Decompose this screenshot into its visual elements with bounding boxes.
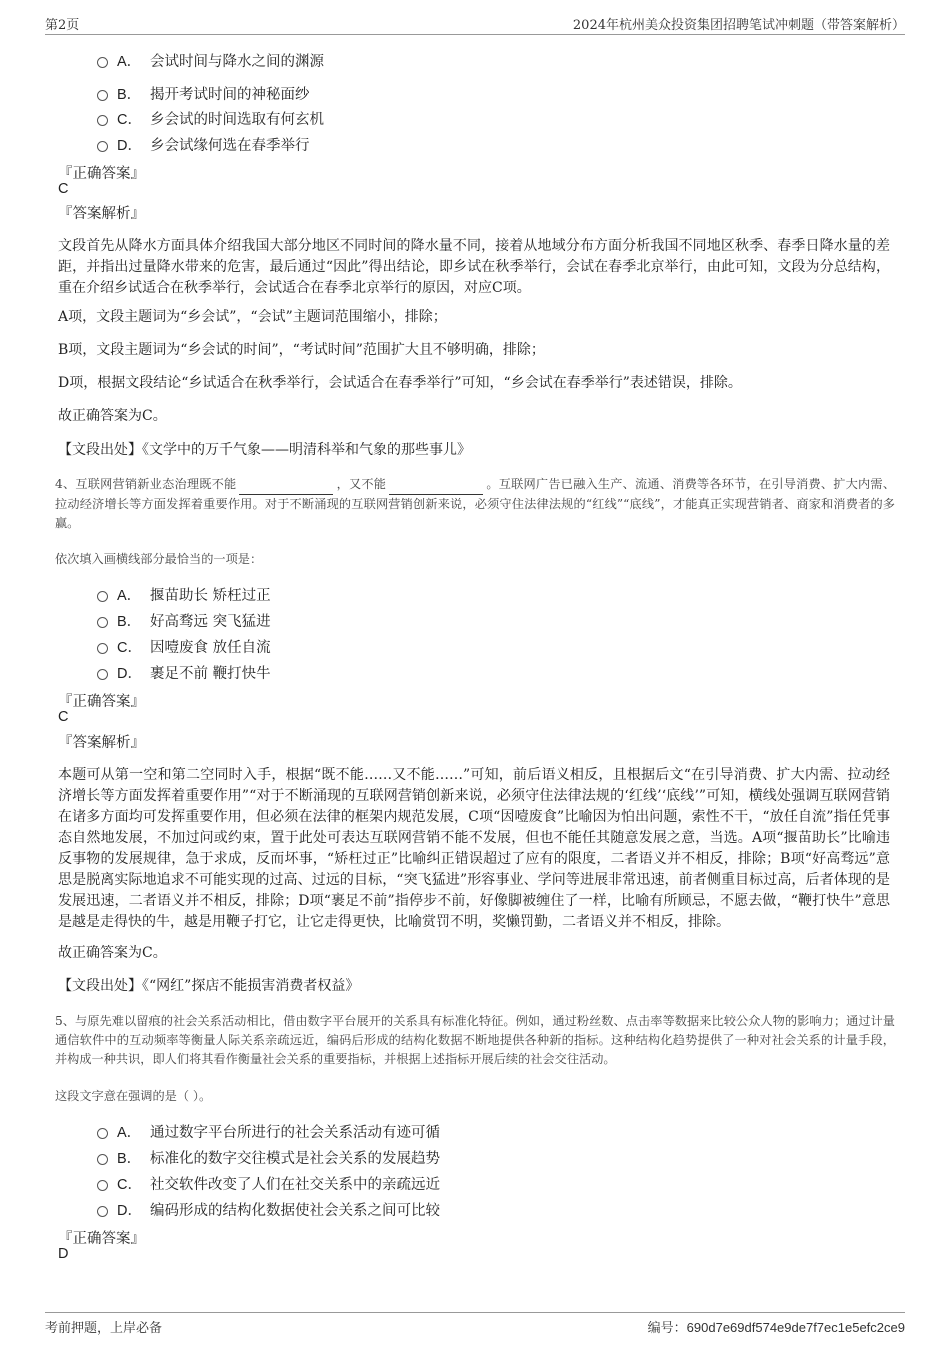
q4-analysis-label: 『答案解析』 [58, 735, 145, 751]
page-header [45, 14, 905, 35]
q3-answer-label: 『正确答案』 [58, 166, 145, 182]
q5-answer: D [58, 1246, 69, 1262]
blank-line [389, 475, 483, 495]
q4-option-d[interactable]: D． 裹足不前 鞭打快牛 [97, 662, 271, 683]
q4-source: 【文段出处】《“网红”探店不能损害消费者权益》 [58, 978, 360, 994]
q3-note-d: D项，根据文段结论“乡试适合在秋季举行，会试适合在春季举行”可知，“乡会试在春季举行”表述错误，排除。 [58, 375, 742, 391]
radio-icon[interactable] [97, 1206, 108, 1217]
q3-conclusion: 故正确答案为C。 [58, 408, 167, 424]
footer-slogan: 考前押题，上岸必备 [45, 1321, 163, 1336]
radio-icon[interactable] [97, 591, 108, 602]
q3-note-b: B项，文段主题词为“乡会试的时间”，“考试时间”范围扩大且不够明确，排除； [58, 342, 545, 358]
document-code: 编号：690d7e69df574e9de7f7ec1e5efc2ce9 [647, 1320, 905, 1336]
radio-icon[interactable] [97, 90, 108, 101]
q4-option-b[interactable]: B． 好高骛远 突飞猛进 [97, 610, 271, 631]
q5-option-a[interactable]: A． 通过数字平台所进行的社会关系活动有迹可循 [97, 1121, 440, 1142]
radio-icon[interactable] [97, 617, 108, 628]
q4-option-c[interactable]: C． 因噎废食 放任自流 [97, 636, 271, 657]
q5-answer-label: 『正确答案』 [58, 1231, 145, 1247]
q4-option-a[interactable]: A． 揠苗助长 矫枉过正 [97, 584, 271, 605]
q5-stem: 5、与原先难以留痕的社会关系活动相比，借由数字平台展开的关系具有标准化特征。例如，通过粉丝数、点击率等数据来比较公众人物的影响力；通过计量通信软件中的互动频率等衡量人际关系亲疏远近，编码后形成的结构化数据不断地提供各种新的指标。这种结构化趋势提供了一种对社会关系的计量手段，并构成一种共识，即人们将其看作衡量社会关系的重要指标，并根据上述指标开展后续的社会交往活动。 [55, 1014, 895, 1066]
q3-option-a[interactable]: A． 会试时间与降水之间的渊源 [97, 50, 324, 71]
radio-icon[interactable] [97, 1128, 108, 1139]
q3-option-d[interactable]: D． 乡会试缘何选在春季举行 [97, 134, 310, 155]
radio-icon[interactable] [97, 141, 108, 152]
q3-option-b[interactable]: B． 揭开考试时间的神秘面纱 [97, 83, 310, 104]
q3-source: 【文段出处】《文学中的万千气象——明清科举和气象的那些事儿》 [58, 442, 471, 458]
q3-answer: C [58, 181, 69, 197]
q5-prompt: 这段文字意在强调的是（ ）。 [55, 1089, 212, 1103]
radio-icon[interactable] [97, 1154, 108, 1165]
q4-answer: C [58, 709, 69, 725]
q3-analysis: 文段首先从降水方面具体介绍我国大部分地区不同时间的降水量不同，接着从地域分布方面分析我国不同地区秋季、春季日降水量的差距，并指出过量降水带来的危害，最后通过“因此”得出结论，即乡试在秋季举行，会试在春季北京举行，由此可知，文段为分总结构，重在介绍乡试适合在秋季举行，会试适合在春季北京举行的原因，对应C项。 [58, 238, 890, 296]
radio-icon[interactable] [97, 57, 108, 68]
radio-icon[interactable] [97, 669, 108, 680]
q3-note-a: A项，文段主题词为“乡会试”，“会试”主题词范围缩小，排除； [58, 309, 447, 325]
radio-icon[interactable] [97, 1180, 108, 1191]
q5-option-c[interactable]: C． 社交软件改变了人们在社交关系中的亲疏远近 [97, 1173, 440, 1194]
blank-line [239, 475, 333, 495]
q3-analysis-label: 『答案解析』 [58, 206, 145, 222]
q4-answer-label: 『正确答案』 [58, 694, 145, 710]
q4-analysis: 本题可从第一空和第二空同时入手，根据“既不能……又不能……”可知，前后语义相反，且根据后文“在引导消费、扩大内需、拉动经济增长等方面发挥着重要作用”“对于不断涌现的互联网营销创新来说，必须守住法律法规的‘红线’‘底线’”可知，横线处强调互联网营销在诸多方面均可发挥重要作用，但必须在法律的框架内规范发展，C项“因噎废食”比喻因为怕出问题，索性不干，“放任自流”指任凭事态自然地发展，不加过问或约束，置于此处可表达互联网营销不能不发展，但也不能任其随意发展之意，当选。A项“揠苗助长”比喻违反事物的发展规律，急于求成，反而坏事，“矫枉过正”比喻纠正错误超过了应有的限度，二者语义并不相反，排除；B项“好高骛远”意思是脱离实际地追求不可能实现的过高、过远的目标，“突飞猛进”形容事业、学问等进展非常迅速，前者侧重目标过高，后者体现的是发展迅速，二者语义并不相反，排除；D项“裹足不前”指停步不前，好像脚被缠住了一样，比喻有所顾忌，不愿去做，“鞭打快牛”意思是越是走得快的牛，越是用鞭子打它，让它走得更快，比喻赏罚不明，奖懒罚勤，二者语义并不相反，排除。 [58, 767, 890, 930]
radio-icon[interactable] [97, 115, 108, 126]
q3-option-c[interactable]: C． 乡会试的时间选取有何玄机 [97, 108, 324, 129]
q5-option-d[interactable]: D． 编码形成的结构化数据使社会关系之间可比较 [97, 1199, 440, 1220]
page-number: 第2页 [45, 18, 80, 33]
document-title: 2024年杭州美众投资集团招聘笔试冲刺题（带答案解析） [572, 18, 905, 33]
q4-stem: 4、互联网营销新业态治理既不能 ，又不能 。互联网广告已融入生产、流通、消费等各环节，在引导消费、扩大内需、拉动经济增长等方面发挥着重要作用。对于不断涌现的互联网营销创新来说，必须守住法律法规的“红线”“底线”，才能真正实现营销者、商家和消费者的多赢。 [55, 477, 896, 530]
q4-prompt: 依次填入画横线部分最恰当的一项是： [55, 552, 263, 566]
radio-icon[interactable] [97, 643, 108, 654]
page-footer [45, 1312, 905, 1339]
q5-option-b[interactable]: B． 标准化的数字交往模式是社会关系的发展趋势 [97, 1147, 440, 1168]
q4-conclusion: 故正确答案为C。 [58, 945, 167, 961]
